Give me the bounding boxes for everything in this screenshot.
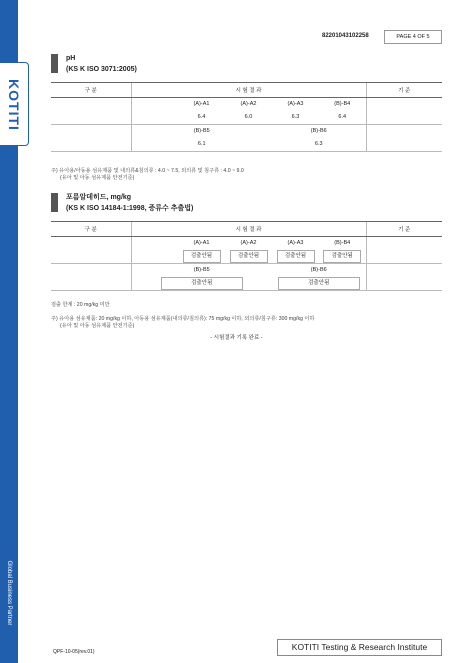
page-indicator: PAGE 4 OF 5: [384, 30, 442, 44]
sample-label: (B)-B5: [131, 264, 272, 277]
sample-label: (A)-A1: [193, 240, 210, 246]
result-value: 6.4: [319, 110, 366, 125]
col-standard: 기 준: [366, 222, 442, 237]
result-value: 6.1: [131, 137, 272, 152]
result-value: 검출안됨: [161, 277, 243, 290]
sample-label: (B)-B5: [131, 125, 272, 138]
ph-note-sub: (유아 및 아동 섬유제품 안전기준): [60, 175, 135, 181]
result-value: 검출안됨: [183, 250, 221, 263]
institute-name: KOTITI Testing & Research Institute: [277, 639, 442, 656]
form-code: QPF-10-05(rev.01): [53, 649, 95, 655]
result-value: 검출안됨: [278, 277, 360, 290]
result-value: 검출안됨: [323, 250, 361, 263]
end-of-results: - 시험결과 기록 완료 -: [210, 335, 263, 341]
sample-label: (A)-A3: [287, 101, 304, 107]
sidebar-tagline: Global Business Partner: [6, 560, 12, 626]
sample-label: (B)-B4: [334, 101, 351, 107]
report-number: 82201043102258: [322, 33, 369, 39]
formaldehyde-note-sub: (유아 및 아동 섬유제품 안전기준): [60, 323, 135, 329]
formaldehyde-note: 주) 유아용 섬유제품: 20 mg/kg 이하, 아동용 섬유제품(내의류/침의류): 75 mg/kg 이하, 외의류/침구류: 300 mg/kg 이하: [51, 316, 315, 322]
section-marker: [51, 193, 58, 212]
formaldehyde-result-table: [51, 221, 442, 291]
result-value: 검출안됨: [230, 250, 268, 263]
result-value: 6.3: [272, 137, 366, 152]
result-value: 6.4: [178, 110, 225, 125]
ph-note: 주) 유아용/아동용 섬유제품 및 내의류&침의류 : 4.0 ~ 7.5, 외의류 및 침구류 : 4.0 ~ 9.0: [51, 168, 244, 174]
section-method: (KS K ISO 3071:2005): [66, 66, 137, 73]
result-value: 6.0: [225, 110, 272, 125]
sample-label: (B)-B4: [334, 240, 351, 246]
result-value: 검출안됨: [277, 250, 315, 263]
sample-label: (A)-A3: [287, 240, 304, 246]
sample-label: (B)-B6: [310, 267, 327, 273]
section-marker: [51, 54, 58, 73]
sample-label: (A)-A2: [240, 240, 257, 246]
section-title: pH: [66, 55, 76, 62]
col-result: 시 험 결 과: [131, 83, 366, 98]
ph-result-table: [51, 82, 442, 152]
sample-label: (B)-B6: [310, 128, 327, 134]
result-value: 6.3: [272, 110, 319, 125]
sample-label: (A)-A1: [193, 101, 210, 107]
section-title: 포름알데히드, mg/kg: [66, 194, 132, 201]
col-result: 시 험 결 과: [131, 222, 366, 237]
sample-label: (A)-A2: [240, 101, 257, 107]
detection-limit: 검출 한계 : 20 mg/kg 미만: [51, 302, 110, 308]
col-category: 구 분: [51, 222, 131, 237]
section-method: (KS K ISO 14184-1:1998, 증류수 추출법): [66, 205, 194, 212]
logo-tab: [0, 62, 29, 146]
col-category: 구 분: [51, 83, 131, 98]
col-standard: 기 준: [366, 83, 442, 98]
kotiti-logo: KOTITI: [6, 79, 22, 131]
